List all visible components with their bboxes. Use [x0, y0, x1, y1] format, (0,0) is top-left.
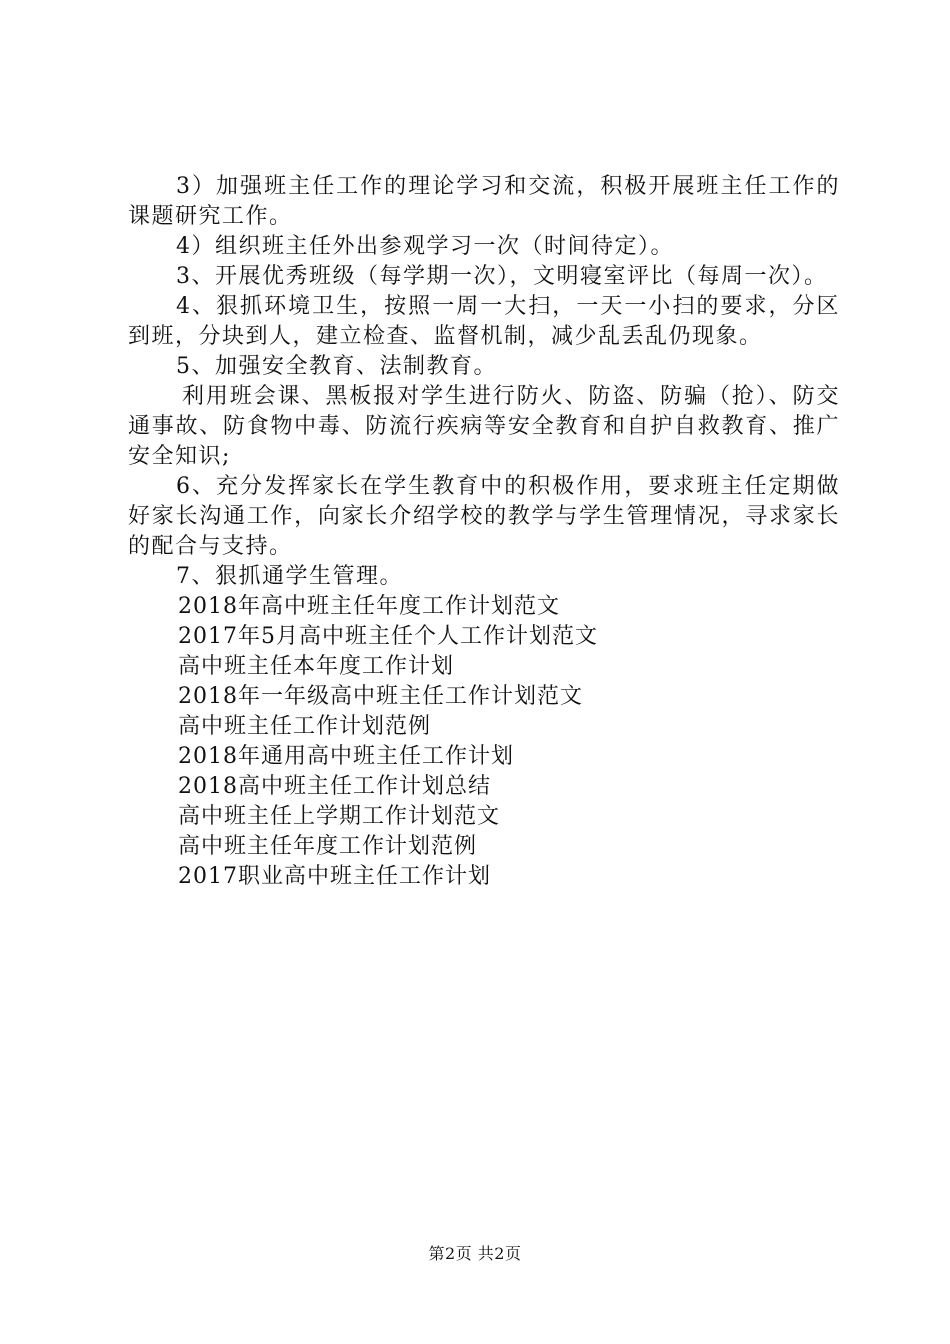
- related-article-link[interactable]: 2018年一年级高中班主任工作计划范文: [178, 684, 583, 709]
- related-article-link[interactable]: 高中班主任年度工作计划范例: [178, 834, 478, 859]
- related-article-link[interactable]: 高中班主任上学期工作计划范文: [178, 804, 501, 829]
- paragraph-safety-details: 利用班会课、黑板报对学生进行防火、防盗、防骗（抢）、防交通事故、防食物中毒、防流行疾病等安全教育和自护自救教育、推广安全知识;: [128, 384, 840, 469]
- related-article-link[interactable]: 高中班主任工作计划范例: [178, 714, 432, 739]
- paragraph-student-management: 7、狠抓通学生管理。: [176, 564, 403, 589]
- paragraph-environment-hygiene: 4、狠抓环境卫生，按照一周一大扫，一天一小扫的要求，分区到班，分块到人，建立检查、监督机制，减少乱丢乱仍现象。: [128, 294, 840, 349]
- paragraph-theory-study: 3）加强班主任工作的理论学习和交流，积极开展班主任工作的课题研究工作。: [128, 174, 840, 229]
- paragraph-excellent-class: 3、开展优秀班级（每学期一次），文明寝室评比（每周一次）。: [176, 264, 828, 289]
- related-article-link[interactable]: 2017年5月高中班主任个人工作计划范文: [178, 624, 598, 649]
- related-article-link[interactable]: 2018年高中班主任年度工作计划范文: [178, 594, 560, 619]
- paragraph-visit-study: 4）组织班主任外出参观学习一次（时间待定）。: [176, 234, 674, 259]
- page-number-footer: 第2页 共2页: [428, 1244, 522, 1263]
- related-article-link[interactable]: 2017职业高中班主任工作计划: [178, 864, 491, 889]
- related-article-link[interactable]: 高中班主任本年度工作计划: [178, 654, 455, 679]
- related-article-link[interactable]: 2018年通用高中班主任工作计划: [178, 744, 514, 769]
- related-article-link[interactable]: 2018高中班主任工作计划总结: [178, 774, 491, 799]
- document-body: [128, 172, 840, 892]
- paragraph-safety-education: 5、加强安全教育、法制教育。: [176, 354, 497, 379]
- related-articles-list: [128, 592, 840, 892]
- paragraph-parents-role: 6、充分发挥家长在学生教育中的积极作用，要求班主任定期做好家长沟通工作，向家长介绍学校的教学与学生管理情况，寻求家长的配合与支持。: [128, 474, 840, 559]
